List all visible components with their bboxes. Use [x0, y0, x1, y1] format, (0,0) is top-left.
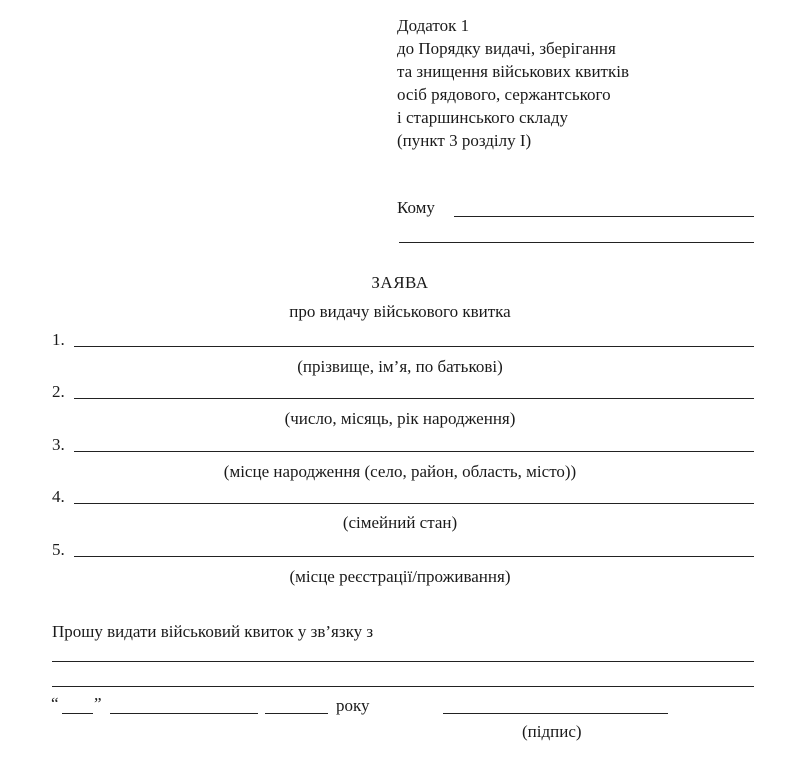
field-caption-1: (прізвище, ім’я, по батькові): [297, 357, 503, 376]
field-number-2: 2.: [52, 382, 65, 401]
date-close-quote: ”: [94, 694, 102, 713]
appendix-line-6: (пункт 3 розділу I): [397, 131, 532, 150]
appendix-line-4: осіб рядового, сержантського: [397, 85, 611, 104]
appendix-line-1: Додаток 1: [397, 16, 470, 35]
signature-caption: (підпис): [522, 722, 582, 741]
field-number-4: 4.: [52, 487, 65, 506]
appendix-block: [397, 14, 757, 152]
field-input-line-3[interactable]: [74, 451, 754, 452]
recipient-input-line-2[interactable]: [399, 242, 754, 243]
signature-input-line[interactable]: [443, 713, 668, 714]
field-caption-5: (місце реєстрації/проживання): [289, 567, 511, 586]
field-caption-2: (число, місяць, рік народження): [284, 409, 516, 428]
date-month-input-line[interactable]: [110, 713, 258, 714]
field-number-3: 3.: [52, 435, 65, 454]
date-year-input-line[interactable]: [265, 713, 328, 714]
field-input-line-2[interactable]: [74, 398, 754, 399]
appendix-line-2: до Порядку видачі, зберігання: [397, 39, 616, 58]
appendix-line-5: і старшинського складу: [397, 108, 568, 127]
date-open-quote: “: [51, 694, 59, 713]
recipient-input-line-1[interactable]: [454, 216, 754, 217]
document-title: ЗАЯВА: [371, 273, 429, 292]
appendix-line-3: та знищення військових квитків: [397, 62, 629, 81]
request-text: Прошу видати військовий квиток у зв’язку з: [52, 622, 374, 641]
field-caption-4: (сімейний стан): [342, 513, 458, 532]
reason-input-line-2[interactable]: [52, 686, 754, 687]
reason-input-line-1[interactable]: [52, 661, 754, 662]
field-number-5: 5.: [52, 540, 65, 559]
field-input-line-4[interactable]: [74, 503, 754, 504]
date-year-word: року: [336, 696, 370, 715]
field-number-1: 1.: [52, 330, 65, 349]
document-subtitle: про видачу військового квитка: [289, 302, 511, 321]
field-input-line-1[interactable]: [74, 346, 754, 347]
field-input-line-5[interactable]: [74, 556, 754, 557]
field-caption-3: (місце народження (село, район, область, місто)): [223, 462, 577, 481]
recipient-label: Кому: [397, 198, 435, 217]
date-day-input-line[interactable]: [62, 713, 93, 714]
